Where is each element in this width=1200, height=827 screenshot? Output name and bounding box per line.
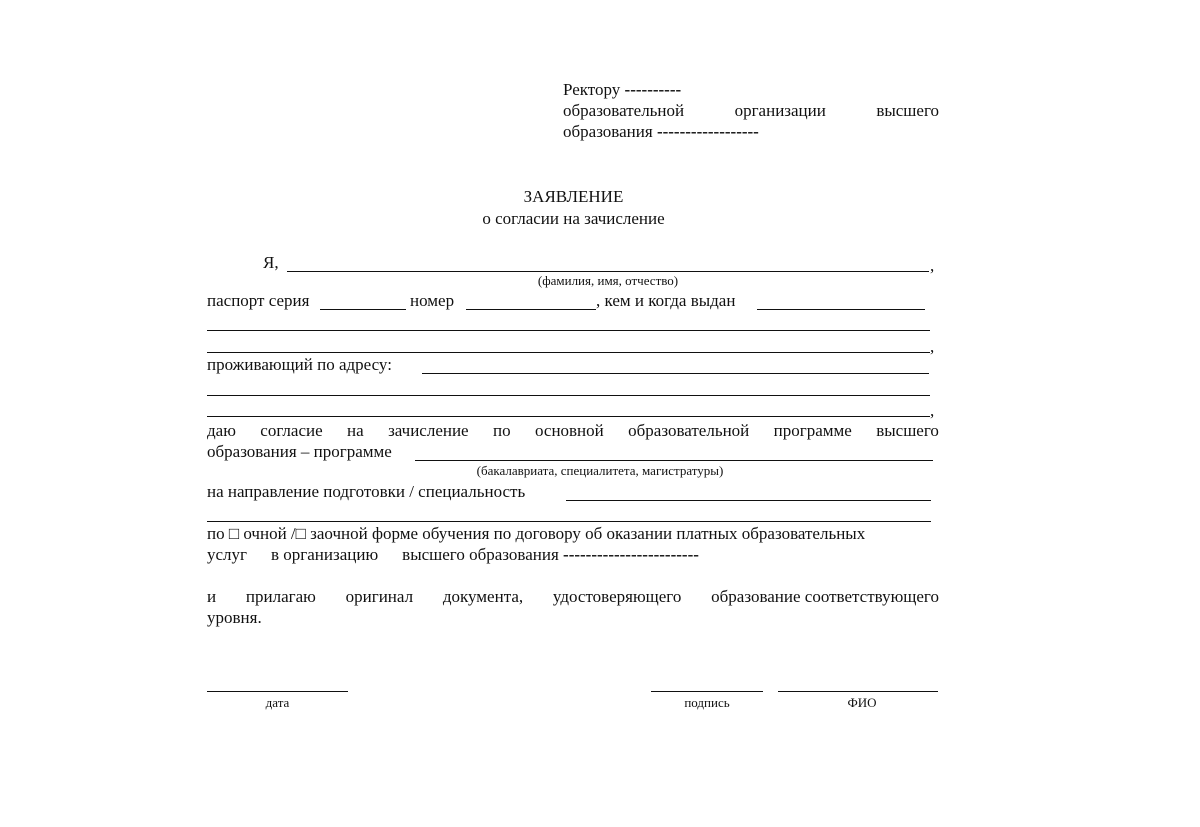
program-caption: (бакалавриата, специалитета, магистратуры) [476, 463, 724, 478]
i-label: Я, [263, 253, 279, 272]
addressee-line2 [563, 101, 939, 121]
passport-number-label: номер [410, 291, 455, 310]
fio-comma: , [930, 256, 935, 275]
consent-word: высшего [876, 421, 939, 440]
address-label: проживающий по адресу: [207, 355, 392, 374]
consent-word: даю [207, 421, 236, 440]
passport-series-label: паспорт серия [207, 291, 310, 310]
document-title: ЗАЯВЛЕНИЕ [523, 187, 624, 206]
addressee-line1: Ректору ---------- [563, 80, 682, 99]
consent-word: на [347, 421, 364, 440]
direction-label: на направление подготовки / специальность [207, 482, 526, 501]
consent-word: программе [773, 421, 852, 440]
passport-issued-field[interactable] [757, 309, 925, 310]
fio-field[interactable] [287, 271, 929, 272]
attach-end: уровня. [207, 608, 262, 627]
direction-line-2[interactable] [207, 521, 931, 522]
address-field[interactable] [422, 373, 929, 374]
passport-issued-label: , кем и когда выдан [596, 291, 736, 310]
passport-number-field[interactable] [466, 309, 596, 310]
study-form-line: по □ очной /□ заочной форме обучения по договору об оказании платных образовательных [207, 524, 866, 543]
consent-line [207, 421, 939, 441]
services-word: в организацию [271, 545, 379, 564]
addressee-line1-blank: ---------- [624, 80, 682, 99]
attach-word: образование соответствующего [711, 587, 939, 606]
passport-comma: , [930, 337, 935, 356]
address-comma: , [930, 401, 935, 420]
consent-word: основной [534, 421, 604, 440]
fio-caption: (фамилия, имя, отчество) [537, 273, 679, 288]
passport-issued-line-2[interactable] [207, 330, 930, 331]
attach-word: документа, [442, 587, 524, 606]
consent-word: согласие [260, 421, 323, 440]
attach-word: и [207, 587, 217, 606]
attach-word: оригинал [345, 587, 414, 606]
consent-word: образовательной [628, 421, 750, 440]
passport-issued-line-3[interactable] [207, 352, 930, 353]
program-field[interactable] [415, 460, 933, 461]
direction-field[interactable] [566, 500, 931, 501]
services-word: услуг [207, 545, 248, 564]
fio-signature-field[interactable] [778, 691, 938, 692]
addressee-word: образовательной [563, 101, 685, 120]
program-label: образования – программе [207, 442, 392, 461]
address-line-2[interactable] [207, 395, 930, 396]
addressee-word: высшего [876, 101, 939, 120]
document-subtitle: о согласии на зачисление [482, 209, 665, 228]
organization-blank: ------------------------ [563, 545, 699, 564]
signature-field[interactable] [651, 691, 763, 692]
services-word: высшего образования [402, 545, 559, 564]
consent-word: по [492, 421, 511, 440]
passport-series-field[interactable] [320, 309, 406, 310]
addressee-word: организации [734, 101, 826, 120]
consent-word: зачисление [388, 421, 469, 440]
date-field[interactable] [207, 691, 348, 692]
attach-word: прилагаю [245, 587, 316, 606]
attach-word: удостоверяющего [552, 587, 682, 606]
attach-line [207, 587, 939, 607]
address-line-3[interactable] [207, 416, 930, 417]
addressee-line3-blank: ------------------ [656, 122, 759, 141]
date-caption: дата [265, 695, 290, 710]
addressee-line3: образования ------------------ [563, 122, 759, 141]
signature-caption: подпись [684, 695, 730, 710]
services-line [207, 545, 699, 565]
fio-signature-caption: ФИО [847, 695, 877, 710]
